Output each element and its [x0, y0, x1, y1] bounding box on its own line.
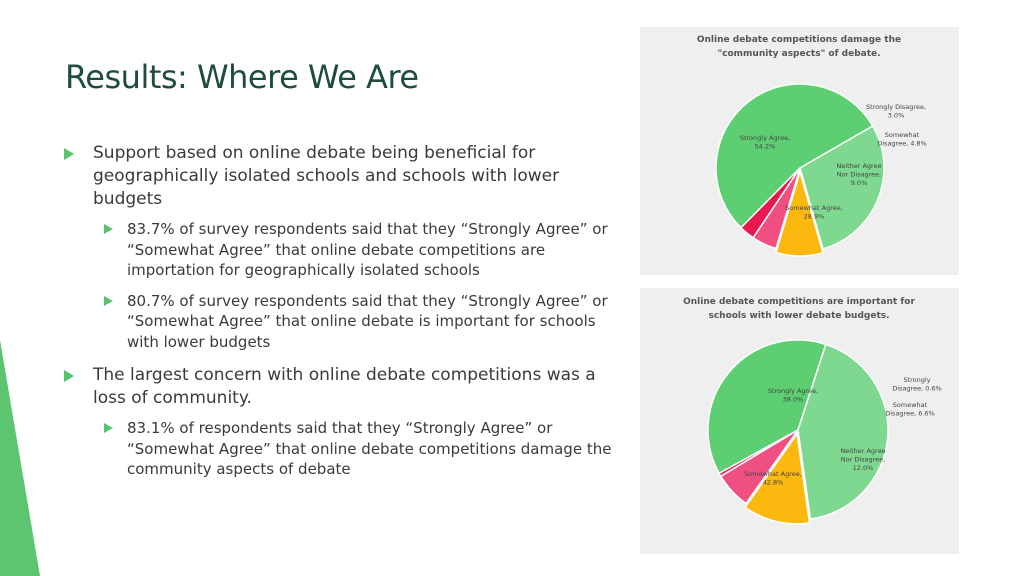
- data-label-strongly-agree: 38.0%: [782, 395, 804, 404]
- data-label-somewhat-disagree: Somewhat: [884, 131, 920, 139]
- bullet-arrow-icon: [104, 224, 113, 234]
- data-label-somewhat-disagree: Disagree, 6.6%: [885, 409, 935, 418]
- bullet-item: [64, 364, 624, 410]
- slide-title: Results: Where We Are: [65, 58, 419, 96]
- pie-chart-budgets: [640, 288, 959, 554]
- chart-title: "community aspects" of debate.: [717, 49, 881, 59]
- data-label-neither-agree-nor-disagree: 12.0%: [852, 464, 874, 472]
- data-label-neither-agree-nor-disagree: 9.0%: [850, 179, 868, 187]
- data-label-somewhat-agree: 42.8%: [762, 478, 784, 487]
- data-label-strongly-disagree: Strongly Disagree,: [865, 103, 927, 111]
- sub-bullet-item: [64, 291, 624, 353]
- bullet-arrow-icon: [64, 148, 74, 160]
- data-label-neither-agree-nor-disagree: Neither Agree: [836, 162, 882, 170]
- pie-chart-svg: [640, 27, 959, 275]
- bullet-arrow-icon: [104, 423, 113, 433]
- data-label-neither-agree-nor-disagree: Neither Agree: [840, 447, 886, 455]
- data-label-strongly-agree: Strongly Agree,: [767, 387, 819, 395]
- chart-title: schools with lower debate budgets.: [708, 311, 890, 321]
- data-label-somewhat-disagree: Somewhat: [892, 401, 928, 409]
- bullet-arrow-icon: [64, 370, 74, 382]
- data-label-somewhat-disagree: Disagree, 4.8%: [877, 139, 927, 148]
- bullet-arrow-icon: [104, 296, 113, 306]
- data-label-strongly-agree: 54.2%: [754, 142, 776, 151]
- data-label-somewhat-agree: 28.9%: [803, 212, 825, 221]
- data-label-neither-agree-nor-disagree: Nor Disagree,: [836, 170, 882, 179]
- bullet-text: Support based on online debate being beneficial for geographically isolated schools and schools with lower budgets: [93, 143, 560, 209]
- sub-bullet-item: [64, 418, 624, 480]
- sub-bullet-text: 83.1% of respondents said that they “Strongly Agree” or “Somewhat Agree” that online debate competitions damage the community aspects of debate: [127, 419, 612, 478]
- chart-title: Online debate competitions are important for: [683, 297, 915, 307]
- chart-title: Online debate competitions damage the: [696, 35, 902, 45]
- bullet-text: The largest concern with online debate competitions was a loss of community.: [93, 365, 596, 408]
- data-label-strongly-disagree: Strongly: [903, 376, 931, 384]
- sub-bullet-text: 83.7% of survey respondents said that they “Strongly Agree” or “Somewhat Agree” that online debate competitions are importation for geographically isolated schools: [127, 220, 608, 279]
- sub-bullet-item: [64, 219, 624, 281]
- sub-bullet-text: 80.7% of survey respondents said that they “Strongly Agree” or “Somewhat Agree” that online debate is important for schools with lower budgets: [127, 291, 608, 351]
- data-label-strongly-agree: Strongly Agree,: [739, 134, 791, 142]
- pie-chart-community: [640, 27, 959, 275]
- data-label-somewhat-agree: Somewhat Agree,: [744, 470, 802, 478]
- data-label-neither-agree-nor-disagree: Nor Disagree,: [840, 455, 886, 464]
- data-label-strongly-disagree: Disagree, 0.6%: [892, 384, 942, 393]
- data-label-somewhat-agree: Somewhat Agree,: [785, 204, 843, 212]
- accent-stripe: [0, 0, 40, 576]
- pie-chart-svg: [640, 288, 959, 554]
- bullet-list: [64, 142, 624, 480]
- data-label-strongly-disagree: 3.0%: [887, 111, 905, 120]
- bullet-item: [64, 142, 624, 211]
